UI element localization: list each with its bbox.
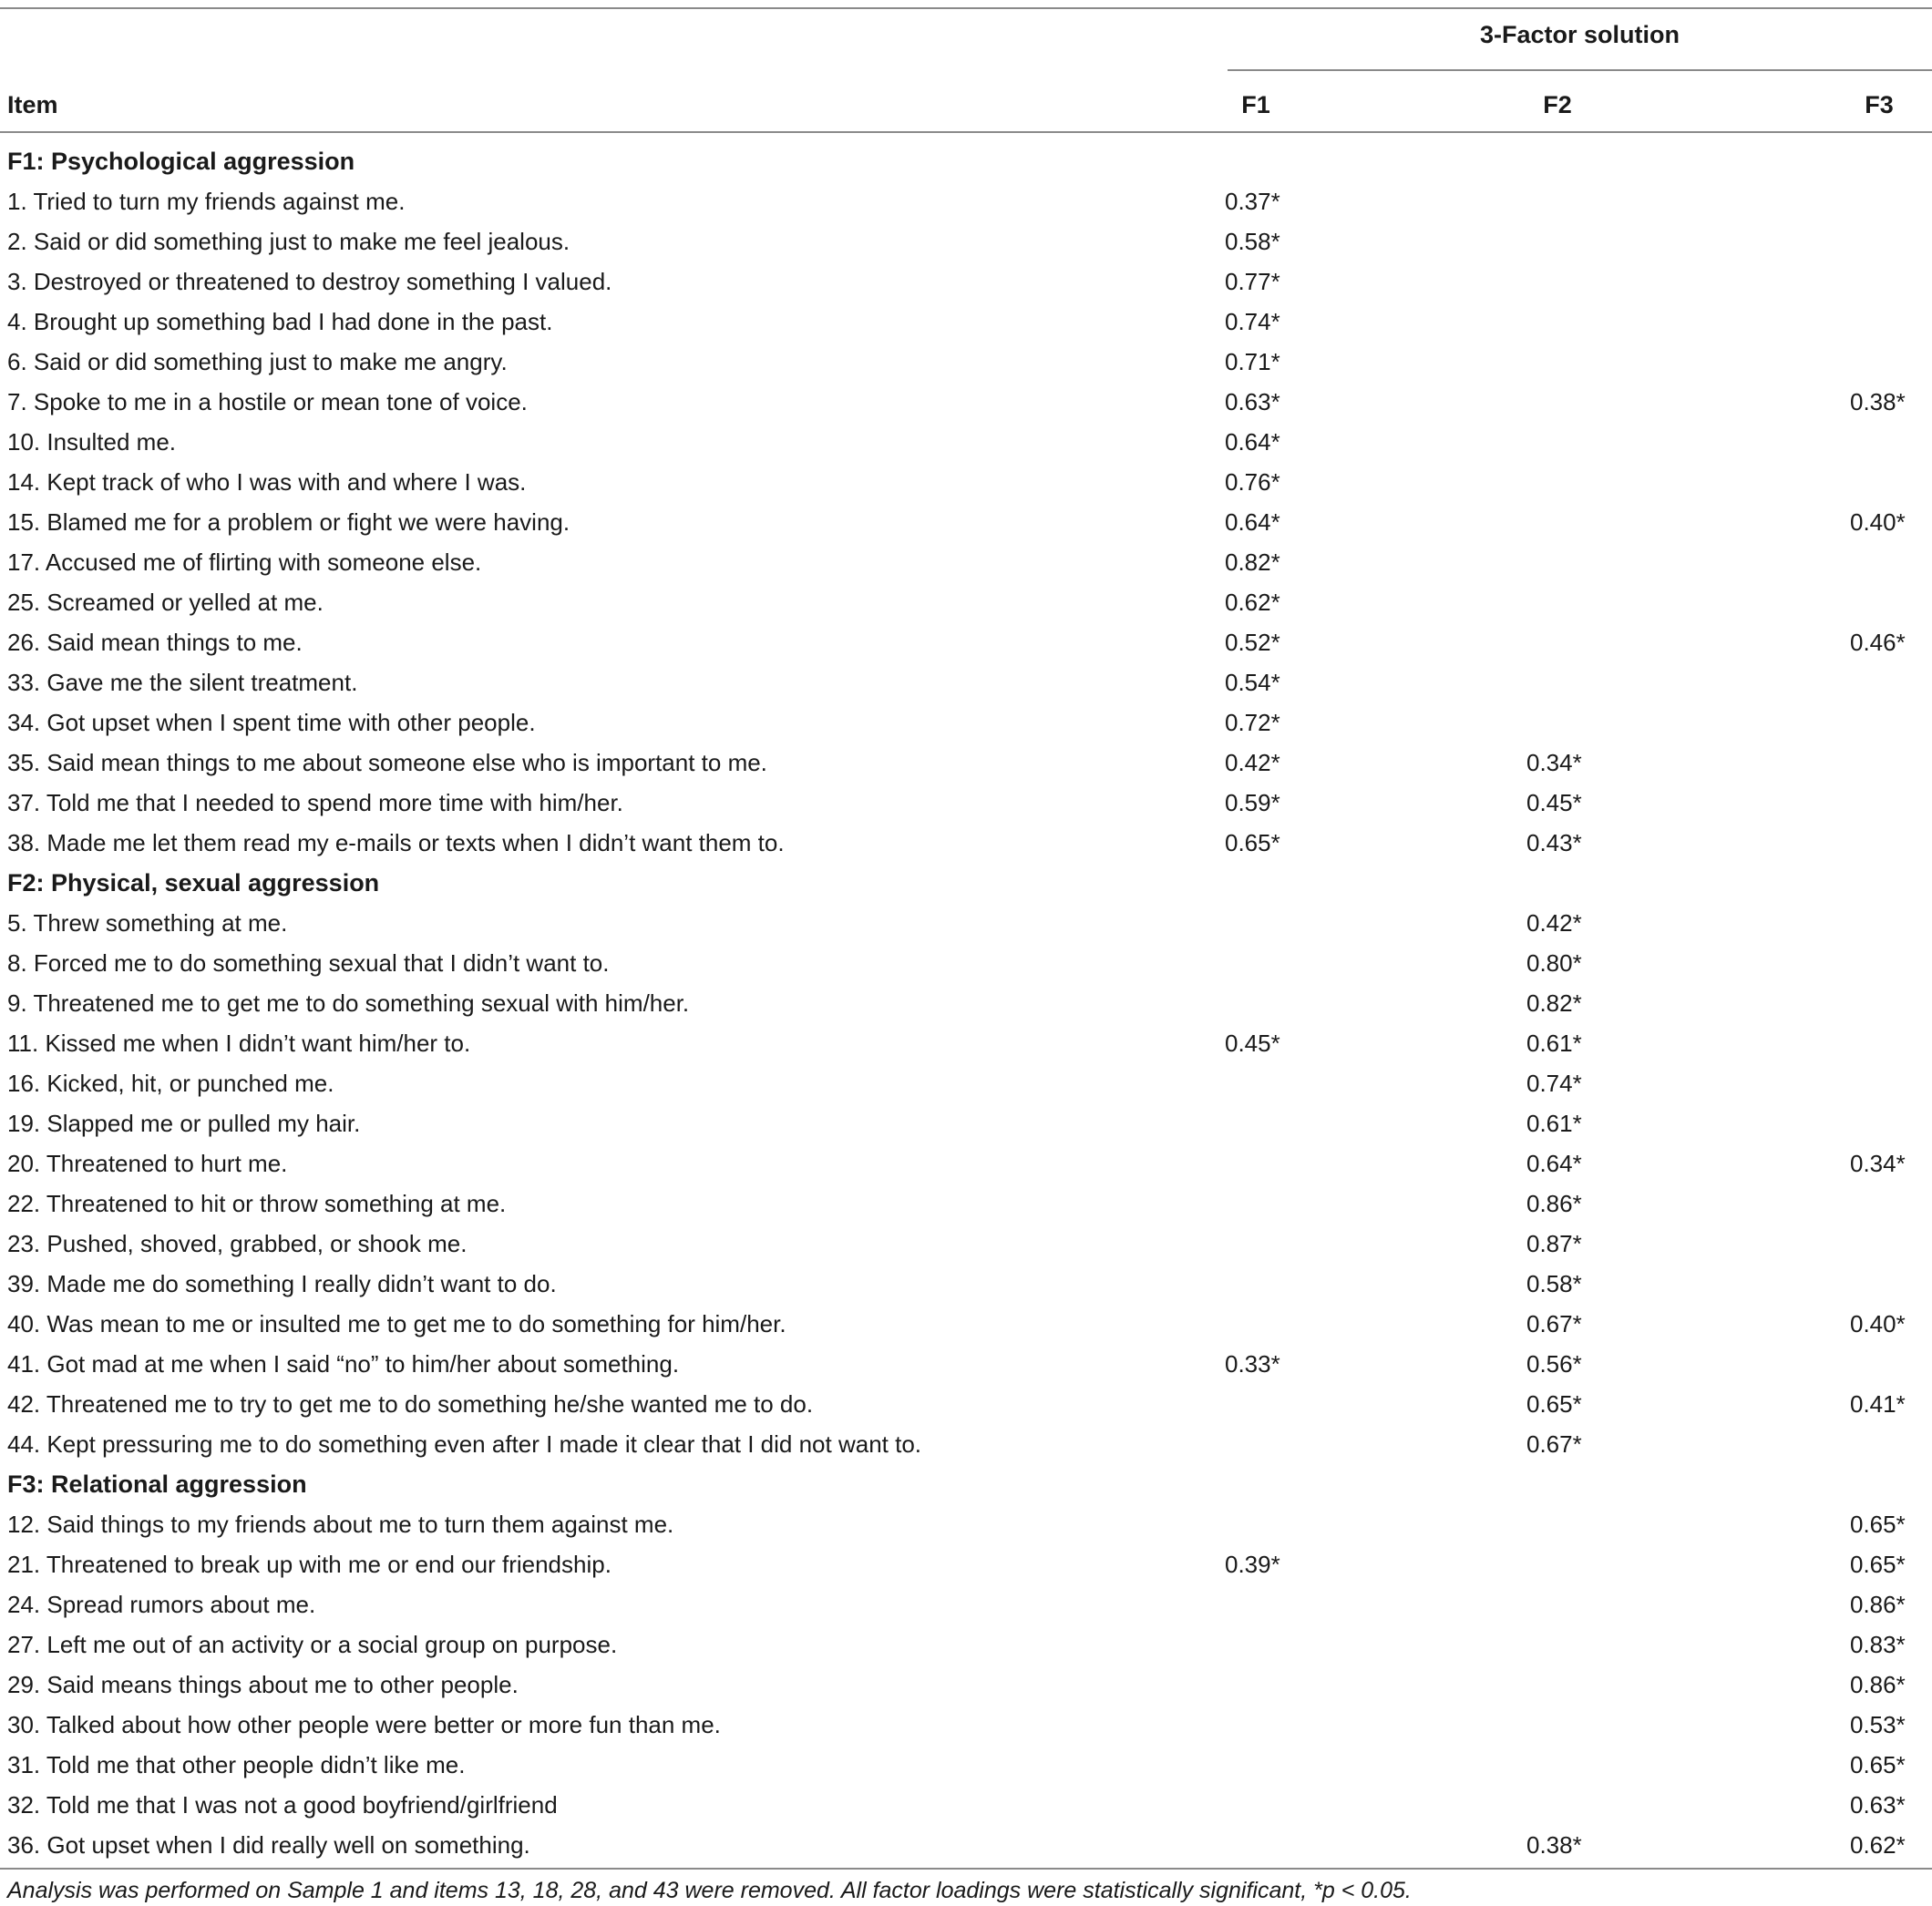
loading-f3: 0.41* — [1850, 1390, 1906, 1418]
factor-solution-header: 3-Factor solution — [1479, 21, 1680, 48]
item-text: 16. Kicked, hit, or punched me. — [7, 1070, 334, 1097]
loading-f1: 0.64* — [1225, 428, 1280, 456]
loading-f1: 0.64* — [1225, 508, 1280, 536]
table-row — [0, 1264, 1932, 1304]
loading-f2: 0.34* — [1526, 749, 1582, 776]
table-row — [0, 502, 1932, 542]
table-row — [0, 221, 1932, 261]
loading-f3: 0.34* — [1850, 1150, 1906, 1177]
loading-f3: 0.46* — [1850, 629, 1906, 656]
loading-f2: 0.45* — [1526, 789, 1582, 816]
table-row — [0, 1705, 1932, 1745]
loading-f2: 0.65* — [1526, 1390, 1582, 1418]
table-row — [0, 1504, 1932, 1544]
item-text: 37. Told me that I needed to spend more time with him/her. — [7, 789, 623, 816]
table-row — [0, 702, 1932, 743]
item-text: 34. Got upset when I spent time with other people. — [7, 709, 536, 736]
table-row — [0, 462, 1932, 502]
item-text: 24. Spread rumors about me. — [7, 1591, 316, 1618]
loading-f2: 0.58* — [1526, 1270, 1582, 1297]
loading-f3: 0.40* — [1850, 508, 1906, 536]
loading-f3: 0.83* — [1850, 1631, 1906, 1658]
loading-f2: 0.64* — [1526, 1150, 1582, 1177]
loading-f3: 0.65* — [1850, 1551, 1906, 1578]
item-text: 44. Kept pressuring me to do something even after I made it clear that I did not want to. — [7, 1430, 922, 1458]
loading-f2: 0.38* — [1526, 1831, 1582, 1859]
table-row — [0, 422, 1932, 462]
loading-f1: 0.71* — [1225, 348, 1280, 375]
item-text: 20. Threatened to hurt me. — [7, 1150, 288, 1177]
item-text: 35. Said mean things to me about someone else who is important to me. — [7, 749, 767, 776]
section-title: F1: Psychological aggression — [7, 148, 355, 175]
item-text: 39. Made me do something I really didn’t want to do. — [7, 1270, 557, 1297]
item-text: 41. Got mad at me when I said “no” to him/her about something. — [7, 1350, 680, 1378]
column-header-f3: F3 — [1865, 91, 1894, 118]
loading-f1: 0.74* — [1225, 308, 1280, 335]
item-text: 32. Told me that I was not a good boyfriend/girlfriend — [7, 1791, 558, 1819]
loading-f3: 0.65* — [1850, 1751, 1906, 1778]
loading-f1: 0.59* — [1225, 789, 1280, 816]
top-rule — [0, 7, 1932, 9]
loading-f1: 0.37* — [1225, 188, 1280, 215]
bottom-rule — [0, 1868, 1932, 1870]
item-text: 17. Accused me of flirting with someone else. — [7, 548, 482, 576]
loading-f3: 0.53* — [1850, 1711, 1906, 1738]
item-text: 36. Got upset when I did really well on something. — [7, 1831, 530, 1859]
table-row — [0, 582, 1932, 622]
item-text: 1. Tried to turn my friends against me. — [7, 188, 406, 215]
table-row — [0, 302, 1932, 342]
loading-f2: 0.42* — [1526, 909, 1582, 937]
item-text: 27. Left me out of an activity or a social group on purpose. — [7, 1631, 618, 1658]
loading-f1: 0.33* — [1225, 1350, 1280, 1378]
loading-f3: 0.63* — [1850, 1791, 1906, 1819]
loading-f1: 0.58* — [1225, 228, 1280, 255]
table-row — [0, 1063, 1932, 1103]
column-header-f1: F1 — [1241, 91, 1270, 118]
table-row — [0, 1544, 1932, 1584]
loading-f1: 0.77* — [1225, 268, 1280, 295]
table-row — [0, 743, 1932, 783]
table-row — [0, 1665, 1932, 1705]
item-text: 8. Forced me to do something sexual that I didn’t want to. — [7, 949, 610, 977]
item-text: 14. Kept track of who I was with and where I was. — [7, 468, 527, 496]
item-text: 21. Threatened to break up with me or end our friendship. — [7, 1551, 611, 1578]
item-text: 22. Threatened to hit or throw something at me. — [7, 1190, 507, 1217]
table-row — [0, 823, 1932, 863]
loading-f1: 0.39* — [1225, 1551, 1280, 1578]
item-text: 40. Was mean to me or insulted me to get me to do something for him/her. — [7, 1310, 786, 1337]
loading-f2: 0.80* — [1526, 949, 1582, 977]
item-text: 29. Said means things about me to other people. — [7, 1671, 519, 1698]
table-row — [0, 1184, 1932, 1224]
item-text: 38. Made me let them read my e-mails or texts when I didn’t want them to. — [7, 829, 785, 856]
loading-f1: 0.45* — [1225, 1030, 1280, 1057]
table-row — [0, 1344, 1932, 1384]
table-row — [0, 783, 1932, 823]
loading-f2: 0.43* — [1526, 829, 1582, 856]
section-header — [0, 141, 1932, 181]
table-row — [0, 181, 1932, 221]
section-header — [0, 1464, 1932, 1504]
loading-f1: 0.52* — [1225, 629, 1280, 656]
item-text: 4. Brought up something bad I had done in the past. — [7, 308, 553, 335]
loading-f3: 0.86* — [1850, 1671, 1906, 1698]
table-row — [0, 1825, 1932, 1865]
item-text: 12. Said things to my friends about me to turn them against me. — [7, 1511, 674, 1538]
loading-f2: 0.82* — [1526, 989, 1582, 1017]
section-header — [0, 863, 1932, 903]
loading-f2: 0.74* — [1526, 1070, 1582, 1097]
loading-f2: 0.61* — [1526, 1110, 1582, 1137]
item-text: 5. Threw something at me. — [7, 909, 288, 937]
table-row — [0, 1624, 1932, 1665]
table-row — [0, 342, 1932, 382]
loading-f2: 0.86* — [1526, 1190, 1582, 1217]
table-row — [0, 1424, 1932, 1464]
item-text: 15. Blamed me for a problem or fight we were having. — [7, 508, 570, 536]
section-title: F2: Physical, sexual aggression — [7, 869, 380, 897]
item-text: 9. Threatened me to get me to do something sexual with him/her. — [7, 989, 690, 1017]
loading-f1: 0.63* — [1225, 388, 1280, 415]
loading-f2: 0.67* — [1526, 1430, 1582, 1458]
item-text: 10. Insulted me. — [7, 428, 176, 456]
item-text: 33. Gave me the silent treatment. — [7, 669, 358, 696]
loading-f3: 0.86* — [1850, 1591, 1906, 1618]
item-text: 25. Screamed or yelled at me. — [7, 589, 324, 616]
item-text: 7. Spoke to me in a hostile or mean tone of voice. — [7, 388, 528, 415]
item-text: 6. Said or did something just to make me angry. — [7, 348, 508, 375]
group-header-rule — [1228, 69, 1932, 71]
item-text: 2. Said or did something just to make me feel jealous. — [7, 228, 570, 255]
table-row — [0, 1384, 1932, 1424]
table-row — [0, 382, 1932, 422]
loading-f3: 0.38* — [1850, 388, 1906, 415]
loading-f1: 0.76* — [1225, 468, 1280, 496]
column-header-f2: F2 — [1543, 91, 1572, 118]
item-text: 31. Told me that other people didn’t like me. — [7, 1751, 466, 1778]
table-row — [0, 1584, 1932, 1624]
item-text: 23. Pushed, shoved, grabbed, or shook me. — [7, 1230, 468, 1257]
loading-f3: 0.65* — [1850, 1511, 1906, 1538]
item-text: 26. Said mean things to me. — [7, 629, 303, 656]
loading-f3: 0.62* — [1850, 1831, 1906, 1859]
table-footnote: Analysis was performed on Sample 1 and items 13, 18, 28, and 43 were removed. All factor loadings were statistically significant, *p < 0.05. — [7, 1878, 1412, 1903]
table-row — [0, 1224, 1932, 1264]
loading-f3: 0.40* — [1850, 1310, 1906, 1337]
loading-f1: 0.62* — [1225, 589, 1280, 616]
loading-f2: 0.56* — [1526, 1350, 1582, 1378]
column-header-item: Item — [7, 91, 58, 118]
item-text: 11. Kissed me when I didn’t want him/her to. — [7, 1030, 471, 1057]
header-rule — [0, 131, 1932, 133]
table-row — [0, 943, 1932, 983]
loading-f2: 0.87* — [1526, 1230, 1582, 1257]
table-row — [0, 261, 1932, 302]
table-row — [0, 903, 1932, 943]
loading-f2: 0.61* — [1526, 1030, 1582, 1057]
table-row — [0, 1103, 1932, 1143]
item-text: 30. Talked about how other people were better or more fun than me. — [7, 1711, 721, 1738]
loading-f2: 0.67* — [1526, 1310, 1582, 1337]
section-title: F3: Relational aggression — [7, 1470, 307, 1498]
table-row — [0, 1143, 1932, 1184]
table-body — [0, 141, 1932, 1865]
table-row — [0, 1023, 1932, 1063]
table-row — [0, 542, 1932, 582]
table-row — [0, 1304, 1932, 1344]
table-row — [0, 662, 1932, 702]
table-row — [0, 622, 1932, 662]
loading-f1: 0.54* — [1225, 669, 1280, 696]
table-row — [0, 983, 1932, 1023]
loading-f1: 0.42* — [1225, 749, 1280, 776]
item-text: 42. Threatened me to try to get me to do something he/she wanted me to do. — [7, 1390, 814, 1418]
loading-f1: 0.65* — [1225, 829, 1280, 856]
table-row — [0, 1785, 1932, 1825]
loading-f1: 0.72* — [1225, 709, 1280, 736]
table-row — [0, 1745, 1932, 1785]
item-text: 19. Slapped me or pulled my hair. — [7, 1110, 361, 1137]
loading-f1: 0.82* — [1225, 548, 1280, 576]
item-text: 3. Destroyed or threatened to destroy something I valued. — [7, 268, 612, 295]
